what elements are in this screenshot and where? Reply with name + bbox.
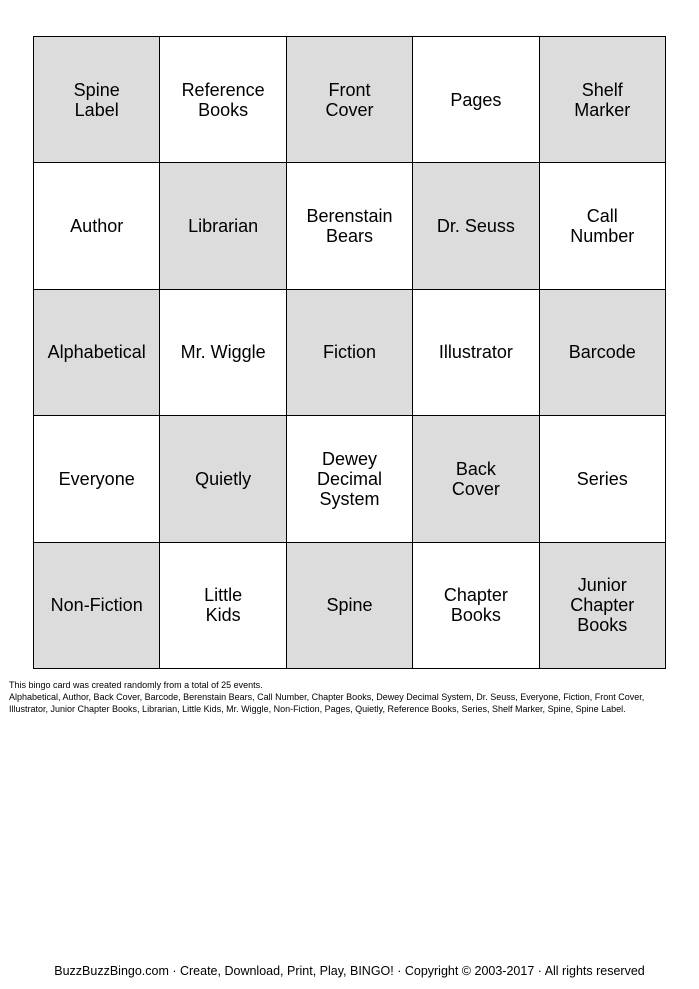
bingo-cell: Mr. Wiggle [160, 290, 286, 416]
bingo-cell: Back Cover [413, 416, 539, 542]
note-intro: This bingo card was created randomly from a total of 25 events. [9, 680, 263, 690]
note-events-line-2: Illustrator, Junior Chapter Books, Librarian, Little Kids, Mr. Wiggle, Non-Fiction, Pages, Quietly, Reference Books, Series, Shelf Marker, Spine, Spine Label. [9, 704, 626, 714]
copyright-footer: BuzzBuzzBingo.com · Create, Download, Print, Play, BINGO! · Copyright © 2003-2017 · All rights reserved [54, 964, 645, 978]
bingo-cell: Fiction [287, 290, 413, 416]
bingo-cell: Quietly [160, 416, 286, 542]
bingo-cell: Non-Fiction [34, 543, 160, 669]
note-events-line-1: Alphabetical, Author, Back Cover, Barcode, Berenstain Bears, Call Number, Chapter Books, Dewey Decimal System, Dr. Seuss, Everyone, Fiction, Front Cover, [9, 692, 645, 702]
bingo-cell: Chapter Books [413, 543, 539, 669]
bingo-cell: Front Cover [287, 37, 413, 163]
bingo-cell: Author [34, 163, 160, 289]
bingo-cell: Reference Books [160, 37, 286, 163]
event-list-note [9, 679, 693, 715]
bingo-cell: Alphabetical [34, 290, 160, 416]
bingo-cell: Dewey Decimal System [287, 416, 413, 542]
bingo-cell: Barcode [540, 290, 666, 416]
bingo-cell: Berenstain Bears [287, 163, 413, 289]
bingo-card-grid [33, 36, 666, 669]
bingo-cell: Little Kids [160, 543, 286, 669]
bingo-cell: Dr. Seuss [413, 163, 539, 289]
bingo-cell: Everyone [34, 416, 160, 542]
bingo-cell: Librarian [160, 163, 286, 289]
bingo-cell: Spine Label [34, 37, 160, 163]
bingo-cell: Spine [287, 543, 413, 669]
bingo-cell: Call Number [540, 163, 666, 289]
bingo-cell: Pages [413, 37, 539, 163]
bingo-cell: Shelf Marker [540, 37, 666, 163]
bingo-cell: Junior Chapter Books [540, 543, 666, 669]
bingo-cell: Illustrator [413, 290, 539, 416]
bingo-cell: Series [540, 416, 666, 542]
